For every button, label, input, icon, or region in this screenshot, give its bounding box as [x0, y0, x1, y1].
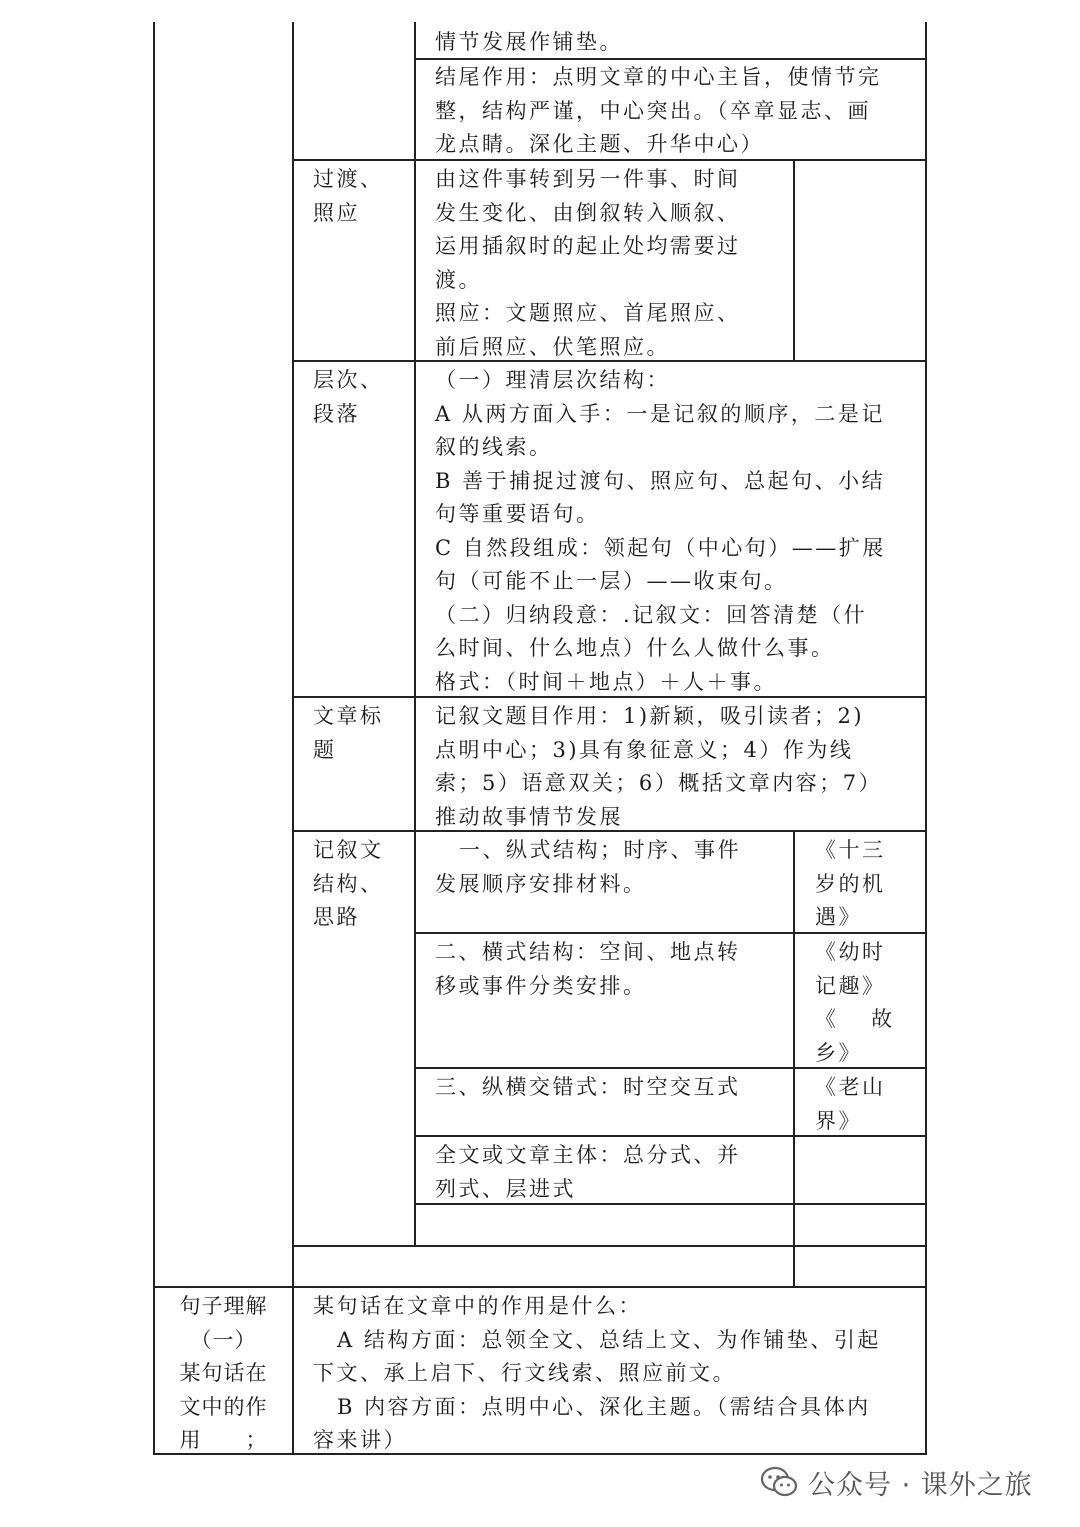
sentence-label: 句子理解 （一） 某句话在 文中的作 用 ；: [179, 1294, 268, 1452]
structure-label: 记叙文 结构、 思路: [313, 838, 384, 929]
grid-line: [793, 160, 795, 360]
grid-line: [292, 22, 294, 1454]
structure-item-2: 二、横式结构：空间、地点转 移或事件分类安排。: [435, 940, 741, 998]
grid-line: [292, 1245, 927, 1247]
ending-function-text: 结尾作用：点明文章的中心主旨，使情节完 整，结构严谨，中心突出。（卒章显志、画 龙点睛。深化主题、升华中心）: [435, 65, 882, 156]
structure-example-3: 《老山 界》: [815, 1075, 886, 1133]
watermark: [760, 1462, 1033, 1502]
grid-line: [153, 22, 155, 1454]
structure-item-4: 全文或文章主体：总分式、并 列式、层进式: [435, 1143, 741, 1201]
layers-label: 层次、 段落: [313, 368, 384, 426]
grid-line: [414, 22, 416, 1246]
structure-item-1: 一、纵式结构；时序、事件 发展顺序安排材料。: [435, 838, 741, 896]
grid-line: [925, 22, 927, 1454]
transition-label: 过渡、 照应: [313, 167, 384, 225]
transition-content: 由这件事转到另一件事、时间 发生变化、由倒叙转入顺叙、 运用插叙时的起止处均需要过 渡。 照应：文题照应、首尾照应、 前后照应、伏笔照应。: [435, 167, 741, 359]
ending-continued-text: 情节发展作铺垫。: [435, 30, 623, 54]
wechat-icon: [760, 1466, 798, 1498]
structure-item-3: 三、纵横交错式：时空交互式: [435, 1075, 741, 1099]
title-content: 记叙文题目作用：1)新颖，吸引读者；2) 点明中心；3)具有象征意义；4）作为线 索；5）语意双关；6）概括文章内容；7） 推动故事情节发展: [435, 704, 883, 829]
watermark-text: 公众号 · 课外之旅: [808, 1469, 1033, 1501]
grid-line: [793, 830, 795, 1287]
grid-line: [153, 1286, 927, 1288]
sentence-content: 某句话在文章中的作用是什么： A 结构方面：总领全文、总结上文、为作铺垫、引起 下文、承上启下、行文线索、照应前文。 B 内容方面：点明中心、深化主题。（需结合具体内 容来讲）: [313, 1294, 881, 1452]
structure-example-1: 《十三 岁的机 遇》: [815, 838, 886, 929]
layers-content: （一）理清层次结构： A 从两方面入手：一是记叙的顺序，二是记 叙的线索。 B 善于捕捉过渡句、照应句、总起句、小结 句等重要语句。 C 自然段组成：领起句（中心句）——扩展 句（可能不止一层）——收束句。 （二）归纳段意：.记叙文：回答清楚（什 么时间、什么地点）什么人做什么事。 格式：（时间＋地点）＋人＋事。: [435, 368, 886, 694]
structure-example-2: 《幼时 记趣》 《 故 乡》: [815, 940, 895, 1065]
title-label: 文章标 题: [313, 704, 384, 762]
